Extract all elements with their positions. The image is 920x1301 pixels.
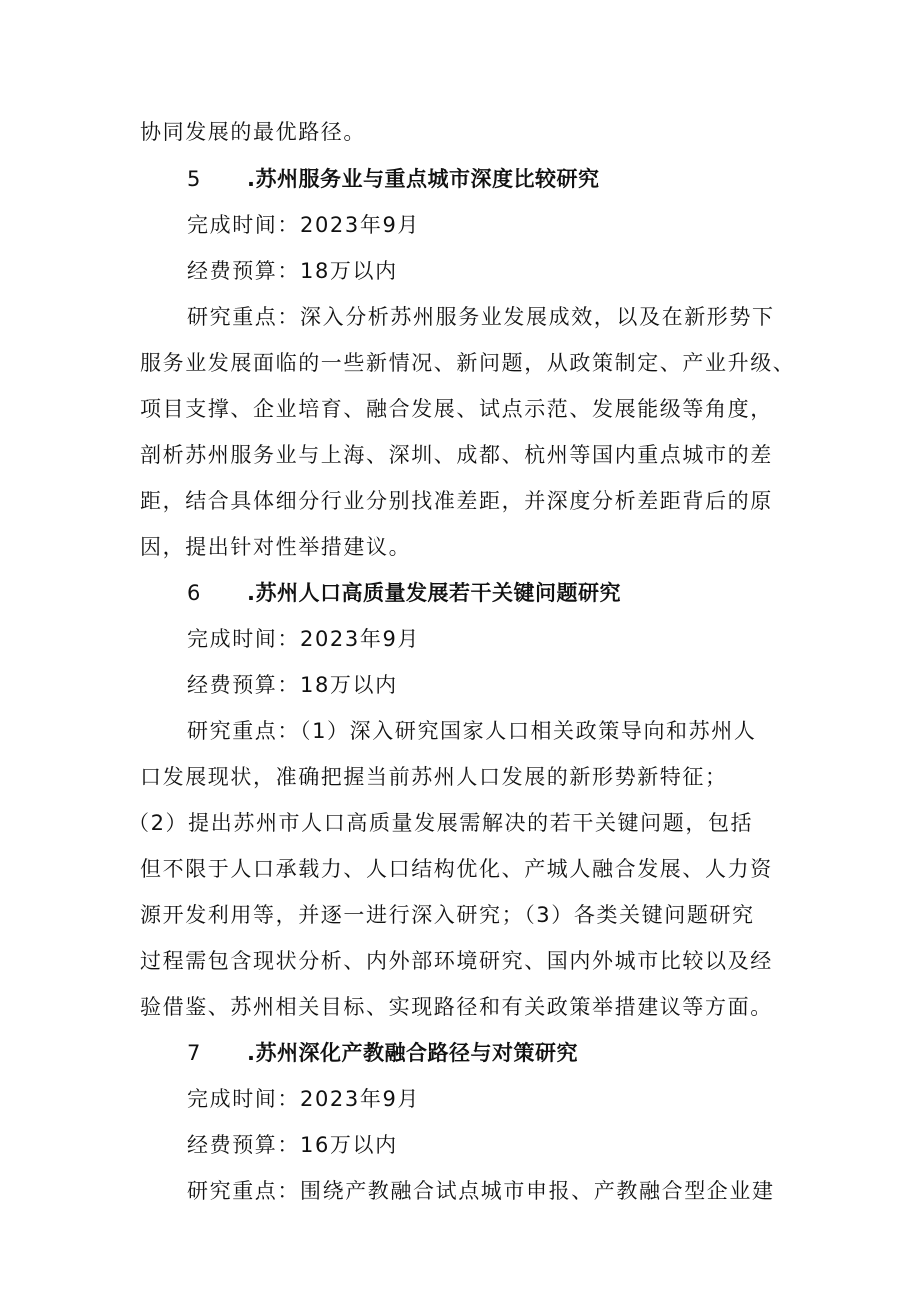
research-focus-line: 研究重点：围绕产教融合试点城市申报、产教融合型企业建 xyxy=(187,1179,775,1203)
section-title: .苏州人口高质量发展若干关键问题研究 xyxy=(247,581,621,605)
paragraph-line: （2）提出苏州市人口高质量发展需解决的若干关键问题，包括 xyxy=(128,811,754,835)
completion-time: 完成时间：2023年9月 xyxy=(187,1087,421,1111)
paragraph-line: 验借鉴、苏州相关目标、实现路径和有关政策举措建议等方面。 xyxy=(140,995,773,1019)
completion-time: 完成时间：2023年9月 xyxy=(187,627,421,651)
paragraph-line: 口发展现状，准确把握当前苏州人口发展的新形势新特征； xyxy=(140,765,728,789)
completion-time: 完成时间：2023年9月 xyxy=(187,213,421,237)
paragraph-line: 过程需包含现状分析、内外部环境研究、国内外城市比较以及经 xyxy=(140,949,773,973)
research-focus-line: 研究重点：深入分析苏州服务业发展成效，以及在新形势下 xyxy=(187,305,775,329)
section-title: .苏州深化产教融合路径与对策研究 xyxy=(247,1041,578,1065)
section-heading-5 xyxy=(187,164,599,194)
budget: 经费预算：18万以内 xyxy=(187,673,398,697)
paragraph-line: 因，提出针对性举措建议。 xyxy=(140,535,412,559)
budget: 经费预算：18万以内 xyxy=(187,259,398,283)
paragraph-line: 但不限于人口承载力、人口结构优化、产城人融合发展、人力资 xyxy=(140,857,773,881)
section-title: .苏州服务业与重点城市深度比较研究 xyxy=(247,167,600,191)
section-heading-7 xyxy=(187,1038,578,1068)
budget: 经费预算：16万以内 xyxy=(187,1133,398,1157)
paragraph-line: 剖析苏州服务业与上海、深圳、成都、杭州等国内重点城市的差 xyxy=(140,443,773,467)
section-number: 6 xyxy=(187,581,201,605)
paragraph-line: 项目支撑、企业培育、融合发展、试点示范、发展能级等角度， xyxy=(140,397,773,421)
paragraph-line: 源开发利用等，并逐一进行深入研究；（3）各类关键问题研究 xyxy=(140,903,755,927)
paragraph-line: 距，结合具体细分行业分别找准差距，并深度分析差距背后的原 xyxy=(140,489,773,513)
paragraph-line: 服务业发展面临的一些新情况、新问题，从政策制定、产业升级、 xyxy=(140,351,796,375)
section-number: 7 xyxy=(187,1041,201,1065)
paragraph-line: 协同发展的最优路径。 xyxy=(140,120,366,144)
section-heading-6 xyxy=(187,578,621,608)
research-focus-line: 研究重点：（1）深入研究国家人口相关政策导向和苏州人 xyxy=(187,719,757,743)
section-number: 5 xyxy=(187,167,201,191)
